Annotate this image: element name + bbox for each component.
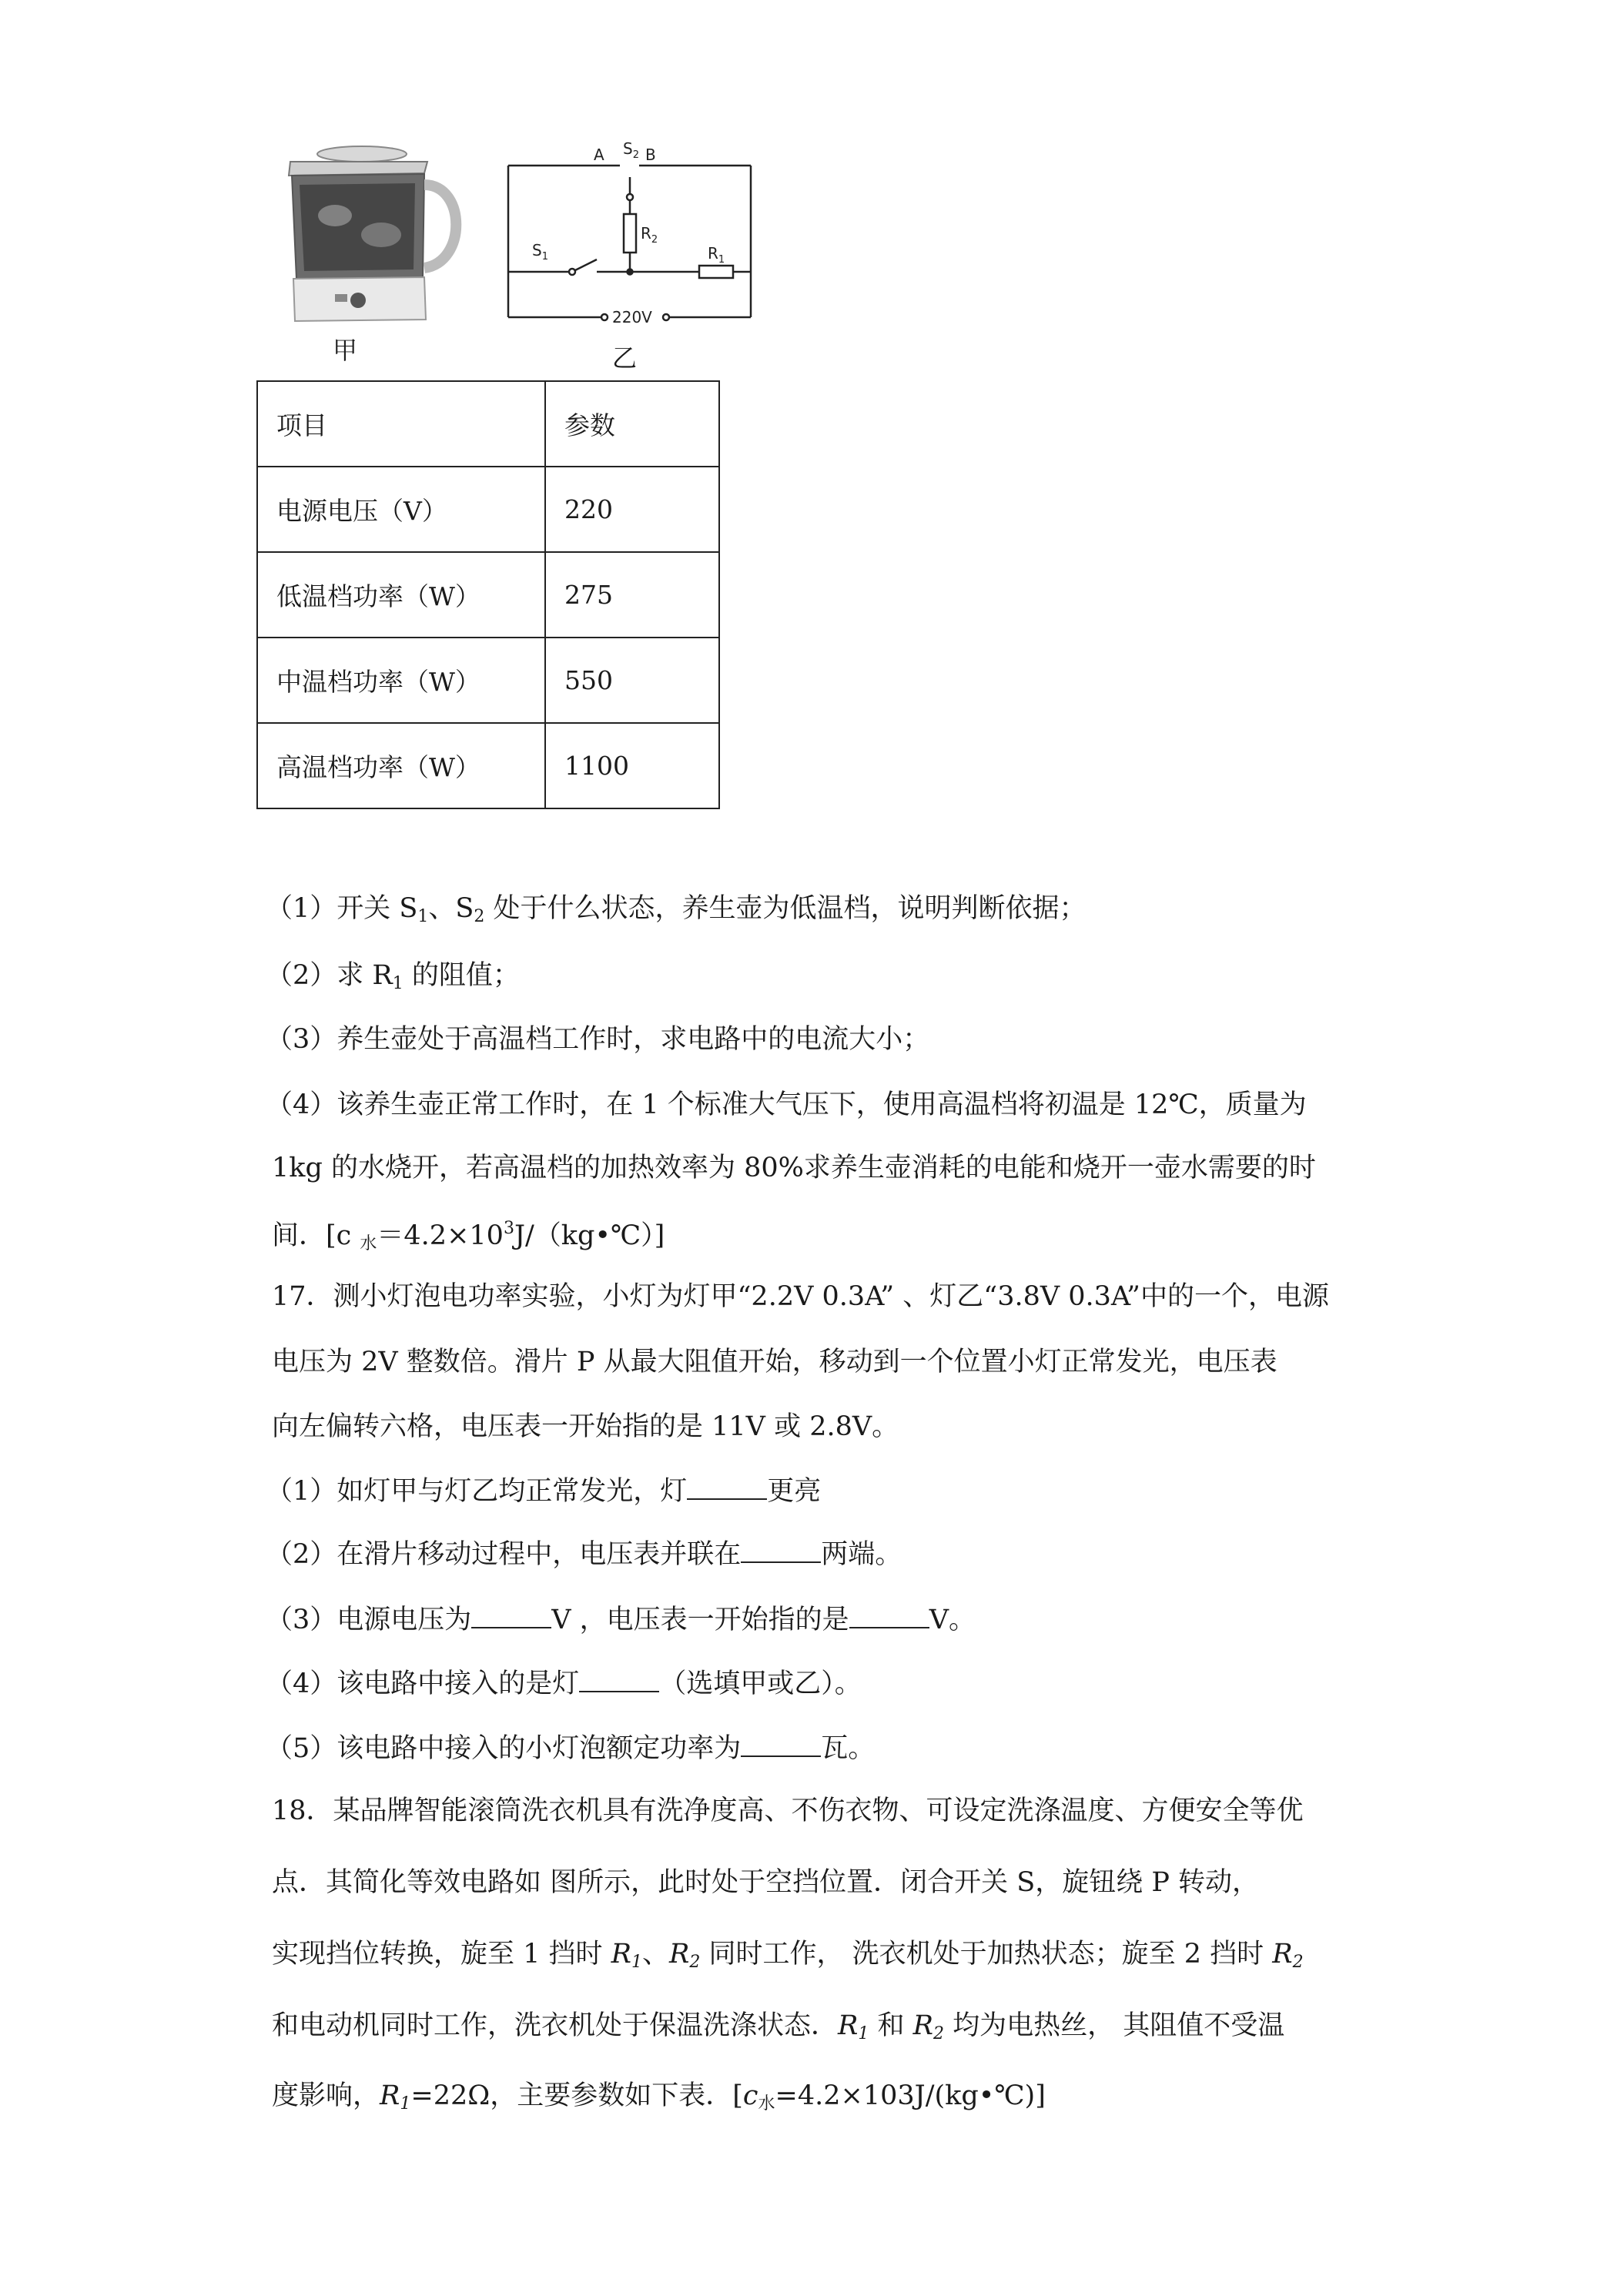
q17-sub3: （3）电源电压为 V ，电压表一开始指的是 V。 bbox=[266, 1605, 976, 1635]
table-header-cell: 项目 bbox=[257, 381, 545, 467]
table-cell: 低温档功率（W） bbox=[257, 552, 545, 638]
q16-part4-line3: 间．[c $_水=4.2\times 10^3J/(kg•℃)$] bbox=[272, 1219, 665, 1253]
q16-part1: （1）开关 $S_1$、$S_2$ 处于什么状态，养生壶为低温档，说明判断依据； bbox=[266, 893, 1087, 926]
resistor-r2-label: $R_2$ bbox=[641, 224, 658, 246]
q18-line2: 点．其简化等效电路如 图所示，此时处于空挡位置．闭合开关 S，旋钮绕 P 转动， bbox=[272, 1867, 1260, 1898]
q18-line5: 度影响，$R_1=22\Omega$，主要参数如下表．$[c_水=4.2\times 103J/(kg•℃)]$ bbox=[272, 2080, 1046, 2114]
table-cell: 电源电压（V） bbox=[257, 467, 545, 552]
q18-line4: 和电动机同时工作，洗衣机处于保温洗涤状态．$R_1$ 和 $R_2$ 均为电热丝， 其阻值不受温 bbox=[272, 2010, 1285, 2043]
q18-line1: 18．某品牌智能滚筒洗衣机具有洗净度高、不伤衣物、可设定洗涤温度、方便安全等优 bbox=[272, 1796, 1304, 1826]
table-cell: 275 bbox=[545, 552, 719, 638]
table-row bbox=[257, 552, 719, 638]
q17-sub1: （1）如灯甲与灯乙均正常发光，灯 更亮 bbox=[266, 1476, 822, 1507]
q17-sub4: （4）该电路中接入的是灯 （选填甲或乙）。 bbox=[266, 1668, 862, 1699]
table-row bbox=[257, 723, 719, 808]
table-header-row bbox=[257, 381, 719, 467]
q17-sub5: （5）该电路中接入的小灯泡额定功率为 瓦。 bbox=[266, 1733, 876, 1764]
table-cell: 550 bbox=[545, 638, 719, 723]
answer-blank[interactable] bbox=[741, 1540, 821, 1563]
answer-blank[interactable] bbox=[579, 1669, 659, 1692]
kettle-image bbox=[289, 146, 456, 321]
q16-part3: （3）养生壶处于高温档工作时，求电路中的电流大小； bbox=[266, 1024, 930, 1055]
table-cell: 220 bbox=[545, 467, 719, 552]
table-row bbox=[257, 638, 719, 723]
table-cell: 中温档功率（W） bbox=[257, 638, 545, 723]
q17-line3: 向左偏转六格，电压表一开始指的是 11V 或 2.8V。 bbox=[272, 1411, 899, 1442]
circuit-diagram bbox=[508, 166, 751, 320]
switch-s2-label: $S_2$ bbox=[623, 139, 639, 161]
source-voltage-label: 220V bbox=[612, 308, 652, 326]
q17-sub2: （2）在滑片移动过程中，电压表并联在 两端。 bbox=[266, 1539, 902, 1570]
node-a-label: A bbox=[594, 146, 604, 164]
q16-part4-line1: （4）该养生壶正常工作时，在 1 个标准大气压下，使用高温档将初温是 12℃，质量为 bbox=[266, 1089, 1307, 1120]
table-header-cell: 参数 bbox=[545, 381, 719, 467]
circuit-caption: 乙 bbox=[612, 343, 638, 373]
answer-blank[interactable] bbox=[471, 1605, 551, 1628]
switch-s1-label: $S_1$ bbox=[532, 241, 548, 263]
answer-blank[interactable] bbox=[687, 1477, 767, 1500]
q18-line3: 实现挡位转换，旋至 1 挡时 $R_1$、$R_2$ 同时工作， 洗衣机处于加热状态；旋至 2 挡时 $R_2$ bbox=[272, 1939, 1304, 1972]
answer-blank[interactable] bbox=[741, 1734, 821, 1757]
kettle-caption: 甲 bbox=[333, 336, 358, 365]
q17-line1: 17．测小灯泡电功率实验，小灯为灯甲“2.2V 0.3A” 、灯乙“3.8V 0.3A”中的一个，电源 bbox=[272, 1281, 1329, 1312]
resistor-r1-label: $R_1$ bbox=[708, 244, 725, 266]
node-b-label: B bbox=[645, 146, 656, 164]
table-row bbox=[257, 467, 719, 552]
answer-blank[interactable] bbox=[849, 1605, 929, 1628]
q17-line2: 电压为 2V 整数倍。滑片 P 从最大阻值开始，移动到一个位置小灯正常发光，电压表 bbox=[272, 1347, 1277, 1377]
parameter-table bbox=[256, 380, 720, 809]
q16-part4-line2: 1kg 的水烧开，若高温档的加热效率为 80%求养生壶消耗的电能和烧开一壶水需要的时 bbox=[272, 1153, 1316, 1183]
q16-part2: （2）求 $R_1$ 的阻值； bbox=[266, 960, 520, 993]
table-cell: 1100 bbox=[545, 723, 719, 808]
table-cell: 高温档功率（W） bbox=[257, 723, 545, 808]
